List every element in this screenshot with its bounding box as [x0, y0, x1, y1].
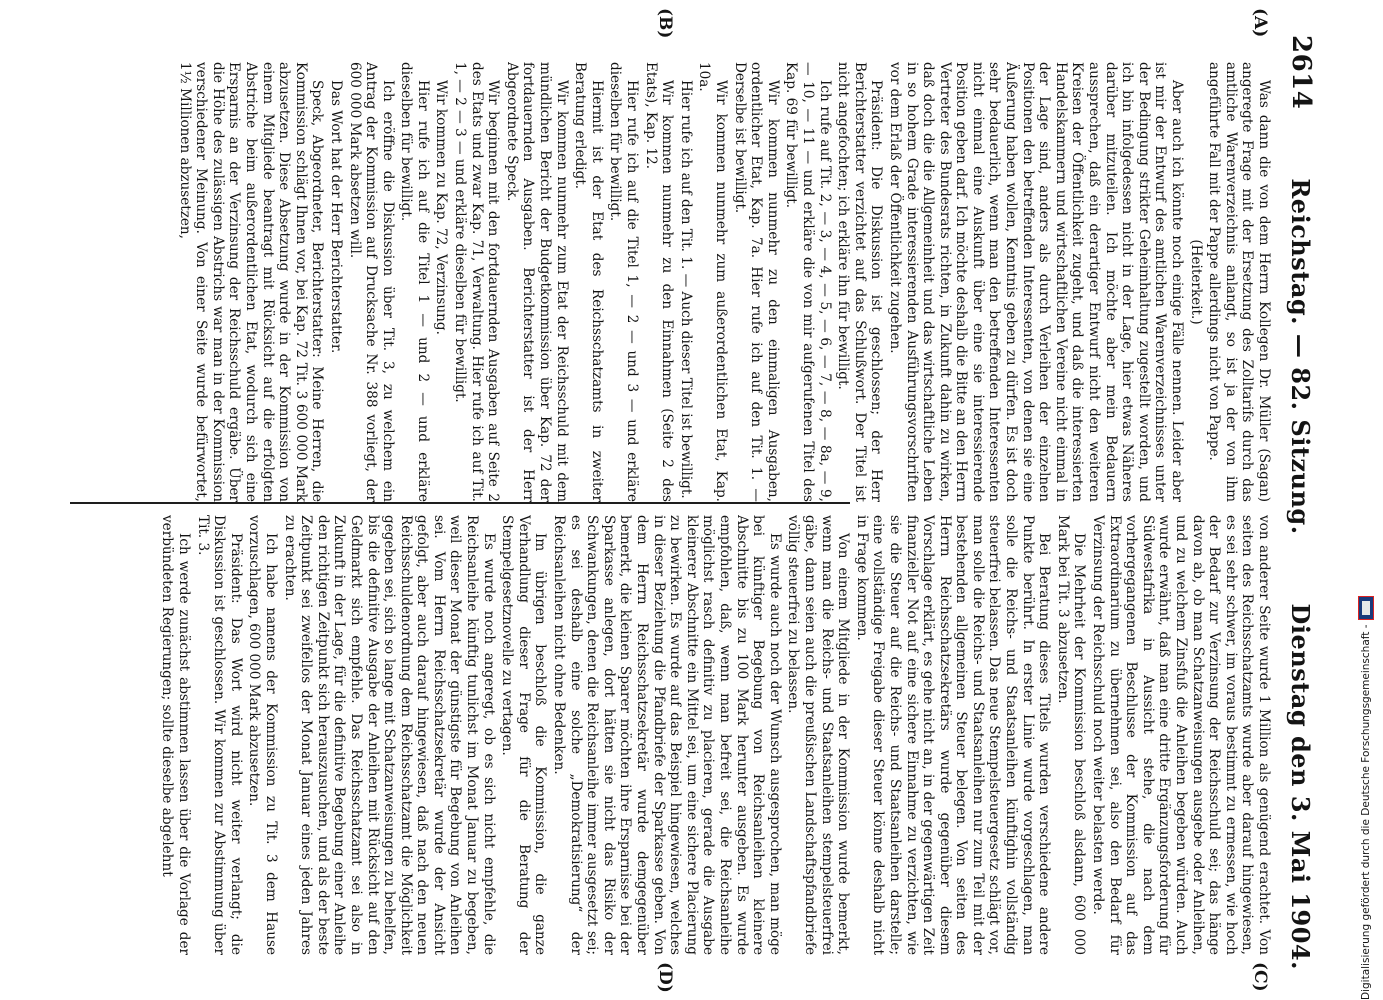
paragraph: Ich rufe auf Tit. 2, — 3, — 4, — 5, — 6, — 7, — 8, — 8a, — 9, — 10, — 11 — und erkläre die von mir aufgerufenen Titel des Kap. 69 für bewilligt.	[783, 62, 833, 502]
paragraph: Hier rufe ich auf die Titel 1, — 2 — und 3 — und erkläre dieselben für bewilligt.	[607, 62, 641, 502]
paragraph: Ich habe namens der Kommission zu Tit. 3 dem Hause vorzuschlagen, 600 000 Mark abzusetzen.	[246, 515, 279, 955]
paragraph-president: Präsident: Das Wort wird nicht weiter verlangt; die Diskussion ist geschlossen. Wir kommen zur Abstimmung über Tit. 3.	[194, 515, 244, 955]
paragraph: Das Wort hat der Herr Berichterstatter.	[327, 80, 344, 354]
paragraph: Von einem Mitgliede in der Kommission wurde bemerkt, wenn man die Reichs- und Staatsanleihen stempelsteuerfrei gäbe, dann seien auch die preußischen Landschaftspfandbriefe völlig steuerfrei zu belassen.	[785, 515, 852, 955]
paragraph: Ich eröffne die Diskussion über Tit. 3, zu welchem ein Antrag der Kommission auf Drucksache Nr. 388 vorliegt, der 600 000 Mark absetzen will.	[346, 62, 396, 502]
paragraph: Wir kommen zu Kap. 72, Verzinsung.	[433, 80, 450, 335]
paragraph: Hiermit ist der Etat des Reichsschatzamts in zweiter Beratung erledigt.	[572, 62, 605, 502]
paragraph: Wir kommen nunmehr zu den Einnahmen (Seite 2 des Etats), Kap. 12.	[642, 62, 676, 502]
dfg-logo-icon	[1358, 596, 1374, 620]
left-column	[65, 62, 1272, 502]
paragraph: von anderer Seite wurde 1 Million als genügend erachtet. Von seiten des Reichsschatzamts wurde aber darauf hingewiesen, es sei sehr schwer, im voraus bestimmt zu ermessen, wie hoch der Bedarf zur Verzinsung der Reichsschuld sei; das hänge davon ab, ob man Schatzanweisungen ausgebe oder Anleihen, und zu welchem Zinsfuß die Anleihen begeben würden. Auch wurde erwähnt, daß man eine dritte Ergänzungsforderung für Südwestafrika in Aussicht stehe, die nach dem vorhergegangenen Beschlusse der Kommission auf das Extraordinarium zu übernehmen sei, also den Bedarf für Verzinsung der Reichsschuld noch weiter belasten werde.	[1090, 515, 1272, 955]
digitization-footer	[1358, 596, 1374, 1000]
paragraph: Wir kommen nunmehr zum außerordentlichen Etat, Kap. 10a.	[696, 62, 729, 502]
rotated-page	[40, 0, 1330, 1000]
paragraph: Wir beginnen mit den fortdauernden Ausgaben auf Seite 2 des Etats und zwar Kap. 71, Verwaltung. Hier rufe ich auf Tit. 1, — 2 — 3 — und erkläre dieselben für bewilligt.	[452, 62, 502, 502]
column-divider	[70, 502, 850, 504]
page-number: 2614	[1286, 35, 1316, 110]
right-column	[65, 515, 1272, 955]
paragraph: Die Mehrheit der Kommission beschloß alsdann, 600 000 Mark bei Tit. 3 abzusetzen.	[1054, 515, 1088, 955]
paragraph: Es wurde auch noch der Wunsch ausgesprochen, man möge bei künftiger Begebung von Reichsanleihen kleinere Abschnitte bis zu 100 Mark herunter ausgeben. Es wurde empfohlen, daß, wenn man befreit sei, die Reichsanleihe möglichst rasch definitiv zu placieren, gerade die Ausgabe kleinerer Abschnitte ein Mittel sei, um eine sichere Placierung zu bewirken. Es wurde auf das Beispiel hingewiesen, welches in dieser Beziehung die Pfandbriefe der Sparkasse geben. Von dem Herrn Reichsschatzsekretär wurde demgegenüber bemerkt, die kleinen Sparer möchten ihre Ersparnisse bei der Sparkasse anlegen, dort hätten sie nicht das Risiko der Schwankungen, denen die Reichsanleihe immer ausgesetzt sei; es sei deshalb eine solche „Demokratisierung“ der Reichsanleihen nicht ohne Bedenken.	[551, 515, 783, 955]
page-header	[1284, 35, 1318, 970]
paragraph: Ich werde zunächst abstimmen lassen über die Vorlage der verbündeten Regierungen; sollte dieselbe abgelehnt	[159, 515, 192, 955]
paragraph: Wir kommen nunmehr zu den einmaligen Ausgaben, ordentlicher Etat, Kap. 7a. Hier rufe ich auf den Tit. 1. — Derselbe ist bewilligt.	[731, 62, 781, 502]
paragraph: Hier rufe ich auf die Titel 1 — und 2 — und erkläre dieselben für bewilligt.	[398, 62, 431, 502]
header-session: Reichstag. — 82. Sitzung.	[1286, 178, 1316, 535]
interjection: (Heiterkeit.)	[1187, 239, 1204, 325]
paragraph: Wir kommen nunmehr zum Etat der Reichsschuld mit dem mündlichen Bericht der Budgetkommission über Kap. 72 der fortdauernden Ausgaben. Berichterstatter ist der Herr Abgeordnete Speck.	[503, 62, 570, 502]
margin-letter-d: (D)	[655, 962, 675, 993]
margin-letter-a: (A)	[1250, 8, 1270, 38]
paragraph: Hier rufe ich auf den Tit. 1. — Auch dieser Titel ist bewilligt.	[677, 80, 694, 499]
margin-letter-b: (B)	[655, 8, 675, 39]
footer-text: Digitalisierung gefördert durch die Deutsche Forschungsgemeinschaft -	[1360, 624, 1372, 1000]
paragraph: Aber auch ich könnte noch einige Fälle nennen. Leider aber ist mir der Entwurf des amtlichen Warenverzeichnisses unter der Bedingung strikter Geheimhaltung zugestellt worden, und ich bin infolgedessen nicht in der Lage, hier etwas Näheres darüber mitzuteilen. Ich möchte aber mein Bedauern aussprechen, daß ein derartiger Entwurf nicht den weiteren Kreisen der Öffentlichkeit zugeht, und daß die interessierten Handelskammern und wirtschaftlichen Vereine nicht einmal in der Lage sind, anders als durch Verleihen der einzelnen Positionen den betreffenden Interessenten, von denen sie eine Äußerung haben wollen, Kenntnis geben zu dürfen. Es ist doch sehr bedauerlich, wenn man den betreffenden Interessenten nicht einmal eine Auskunft über eine sie interessierende Position geben darf. Ich möchte deshalb die Bitte an den Herrn Vertreter des Bundesrats richten, in Zukunft dahin zu wirken, daß doch die die Allgemeinheit und das wirtschaftliche Leben in so hohem Grade interessierenden Ausführungsvorschriften vor dem Erlaß der Öffentlichkeit zugehen.	[886, 62, 1186, 502]
margin-letter-c: (C)	[1250, 962, 1270, 992]
paragraph: Im übrigen beschloß die Kommission, die ganze Verhandlung dieser Frage für die Beratung der Stempelgesetznovelle zu vertagen.	[499, 515, 549, 955]
paragraph: Es wurde noch angeregt, ob es sich nicht empfehle, die Reichsanleihe künftig tunlichst im Monat Januar zu begeben, weil dieser Monat der günstigste für Begebung von Anleihen sei. Vom Herrn Reichsschatzsekretär wurde der Ansicht gefolgt, aber auch darauf hingewiesen, daß nach den neuen Reichsschuldenordnung dem Reichsschatzamt die Möglichkeit gegeben sei, sich so lange mit Schatzanweisungen zu behelfen, bis die definitive Ausgabe der Anleihen mit Rücksicht auf den Geldmarkt sich empfehle. Das Reichsschatzamt sei also in Zukunft in der Lage, für die definitive Begebung einer Anleihe den richtigen Zeitpunkt sich herauszusuchen, und als der beste Zeitpunkt sei zweifellos der Monat Januar eines jeden Jahres zu erachten.	[281, 515, 497, 955]
paragraph: Was dann die von dem Herrn Kollegen Dr. Müller (Sagan) angeregte Frage mit der Ersetzung des Zolltarifs durch das amtliche Warenverzeichnis anlangt, so ist ja der von ihm angeführte Fall mit der Pappe allerdings nicht von Pappe.	[1206, 62, 1272, 502]
header-date: Dienstag den 3. Mai 1904.	[1286, 603, 1316, 970]
paragraph-president: Präsident: Die Diskussion ist geschlossen; der Herr Berichterstatter verzichtet auf das Schlußwort. Der Titel ist nicht angefochten; ich erkläre ihn für bewilligt.	[835, 62, 885, 502]
paragraph: Bei Beratung dieses Titels wurden verschiedene andere Punkte berührt. In erster Linie wurde vorgeschlagen, man solle die Reichs- und Staatsanleihen künftighin vollständig steuerfrei belassen. Das neue Stempelsteuergesetz schlägt vor, man solle die Reichs- und Staatsanleihen nur zum Teil mit der bestehenden allgemeinen Steuer belegen. Von seiten des Herrn Reichsschatzsekretärs wurde gegenüber diesem Vorschlage erklärt, es gehe nicht an, in der gegenwärtigen Zeit finanzieller Not auf eine sichere Einnahme zu verzichten, wie sie die Steuer auf die Reichs- und Staatsanleihen darstelle; eine vollständige Freigabe dieser Steuer könne deshalb nicht in Frage kommen.	[853, 515, 1053, 955]
paragraph-speaker: Speck, Abgeordneter, Berichterstatter: Meine Herren, die Kommission schlägt Ihnen vor, bei Kap. 72 Tit. 3 600 000 Mark abzusetzen. Diese Absetzung wurde in der Kommission von einem Mitgliede beantragt mit Rücksicht auf die erfolgten Abstriche beim außerordentlichen Etat, wodurch sich eine Ersparnis an der Verzinsung der Reichsschuld ergäbe. Über die Höhe des zulässigen Abstrichs war man in der Kommission verschiedener Meinung. Von einer Seite wurde befürwortet, 1½ Millionen abzusetzen,	[176, 62, 326, 502]
